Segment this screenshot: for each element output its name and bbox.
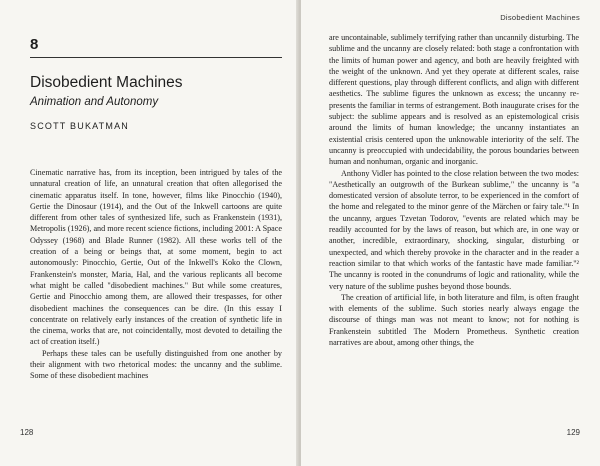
paragraph: are uncontainable, sublimely terrifying rather than uncannily disturbing. The sublime and the uncanny are closely related: both stage a confrontation with the limits of human power and agency, and both are heavily freighted with the weight of the unknown. And yet they operate at different scales, raise different questions, play through different conflicts, and align with different aesthetics. The sublime figures the unknown as excess; the uncanny re-presents the familiar in terms of estrangement. Both inaugurate crises for the subject: the sublime appears and is resolved as an epistemological crisis around the limits of human knowledge; the uncanny instantiates an existential crisis centered upon the unknowable interiority of the self. The uncanny is preoccupied with undecidability, the porous boundaries between human and nonhuman, organic and inorganic. — [329, 33, 579, 167]
page-number: 129 — [566, 428, 580, 437]
page-number: 128 — [20, 428, 34, 437]
left-body-text — [30, 167, 282, 415]
paragraph: Anthony Vidler has pointed to the close relation between the two modes: "Aesthetically an outgrowth of the Burkean sublime," the uncanny is "a domesticated version of absolute terror, to be experienced in the comfort of the home and relegated to the minor genre of the Märchen or fairy tale."¹ In the uncanny, argues Tzvetan Todorov, "events are related which may be readily accounted for by the laws of reason, but which are, in one way or another, incredible, extraordinary, shocking, singular, disturbing or unexpected, and which thereby provoke in the character and in the reader a reaction similar to that which works of the fantastic have made familiar."² The uncanny is rooted in the conundrums of logic and rationality, while the very nature of the sublime pushes beyond those bounds. — [329, 168, 579, 291]
left-page — [0, 0, 299, 466]
paragraph: Perhaps these tales can be usefully distinguished from one another by their alignment with two rhetorical modes: the uncanny and the sublime. Some of these disobedient machines — [30, 348, 282, 381]
author-name: SCOTT BUKATMAN — [30, 121, 129, 131]
chapter-title: Disobedient Machines — [30, 74, 183, 91]
right-body-text — [329, 32, 579, 424]
paragraph: Cinematic narrative has, from its inception, been intrigued by tales of the unnatural creation of life, an unnatural creation that often allegorised the cinematic apparatus itself. In tone, however, films like Pinocchio (1940), Gertie the Dinosaur (1914), and the Out of the Inkwell cartoons are quite different from other tales of synthesized life, such as Frankenstein (1931), Metropolis (1926), and more recent science fictions, including 2001: A Space Odyssey (1968) and Blade Runner (1982). All these works tell of the creation of a being or beings that, at some moment, begin to act autonomously: Pinocchio, Gertie, Out of the Inkwell's Koko the Clown, Frankenstein's monster, Maria, Hal, and the various replicants all become what might be called "disobedient machines." But while some creatures, Gertie and Pinocchio among them, are allowed their trespasses, for other disobedient machines the consequences can be dire. (In this essay I concentrate on relatively early instances of the creation of synthetic life in the cinema, works that are, not coincidentally, most devoted to detailing the act of creation itself.) — [30, 168, 282, 347]
running-head: Disobedient Machines — [500, 13, 580, 22]
paragraph: The creation of artificial life, in both literature and film, is often fraught with elements of the sublime. Such stories nearly always engage the discourse of things man was not meant to know; not for nothing is Frankenstein subtitled The Modern Prometheus. Synthetic creation narratives are about, among other things, the — [329, 292, 579, 348]
right-page — [301, 0, 600, 466]
chapter-number: 8 — [30, 36, 39, 53]
chapter-subtitle: Animation and Autonomy — [30, 96, 159, 108]
chapter-rule — [30, 57, 282, 58]
